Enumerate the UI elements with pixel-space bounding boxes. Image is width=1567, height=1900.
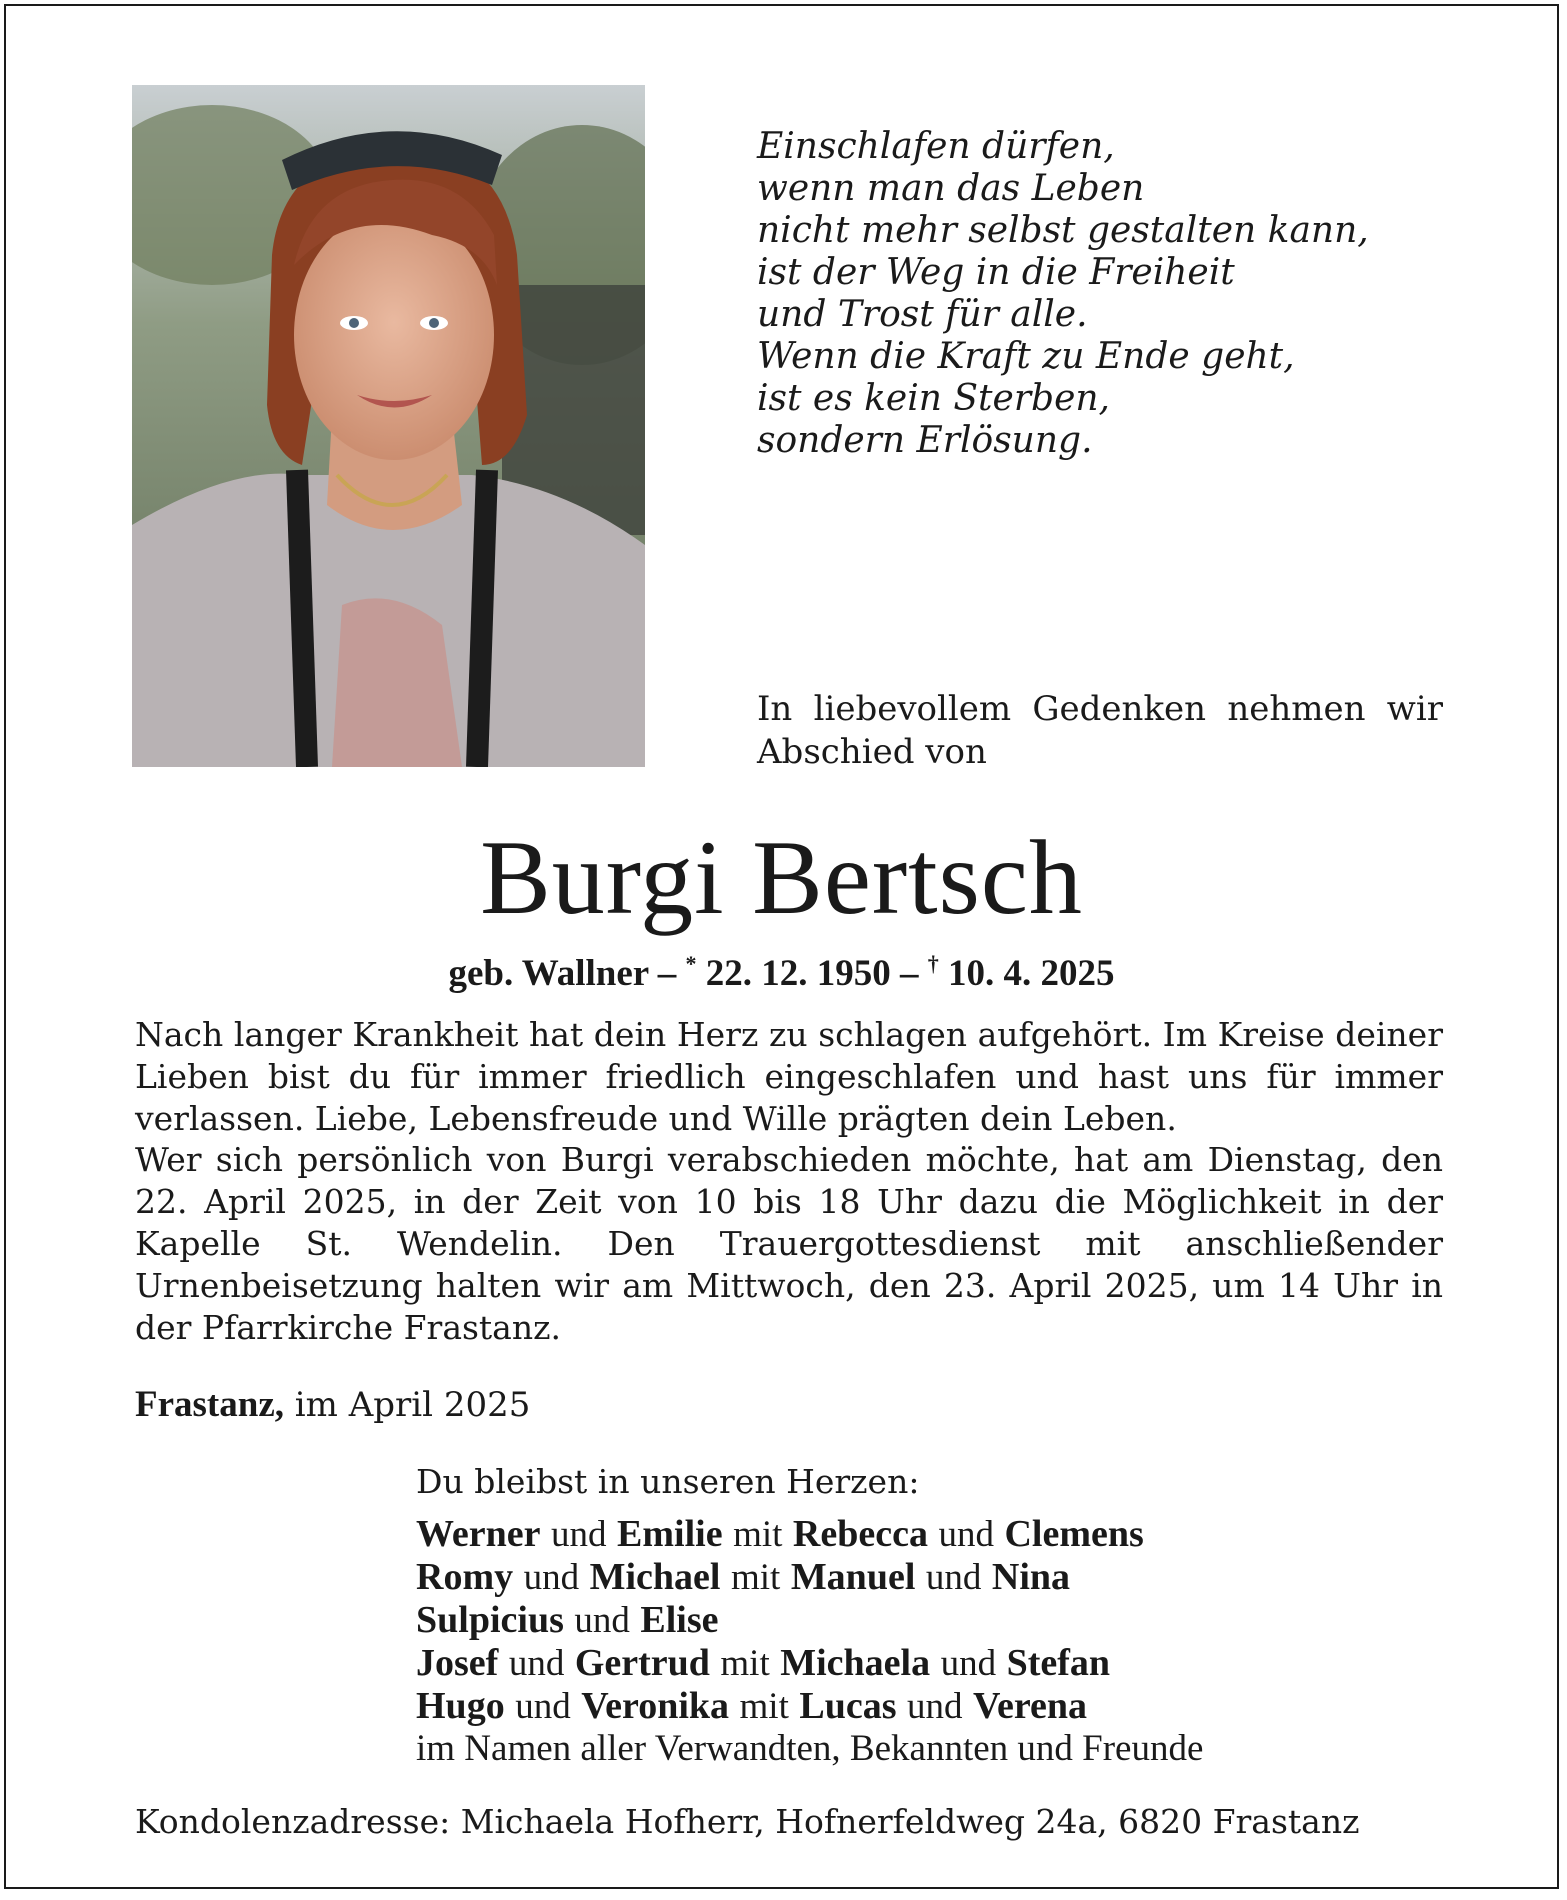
mourners-heading: Du bleibst in unseren Herzen:	[416, 1462, 920, 1501]
life-dates	[6, 942, 1557, 996]
mourner-name: Nina	[991, 1556, 1071, 1598]
death-date: 10. 4. 2025	[938, 953, 1115, 994]
town: Frastanz,	[135, 1384, 284, 1425]
portrait-image	[132, 85, 645, 767]
mourner-row	[416, 1556, 1416, 1599]
mourner-row	[416, 1685, 1416, 1728]
paragraph: Wer sich persönlich von Burgi verabschieden möchte, hat am Dienstag, den 22. April 2025, in der Zeit von 10 bis 18 Uhr dazu die Möglichkeit in der Kapelle St. Wendelin. Den Trauergottesdienst mit anschließender Urnenbeisetzung halten wir am Mittwoch, den 23. April 2025, um 14 Uhr in der Pfarrkirche Frastanz.	[135, 1140, 1443, 1347]
poem-line: ist der Weg in die Freiheit	[757, 252, 1235, 293]
mourner-name: Rebecca	[792, 1513, 928, 1555]
mourner-name: Clemens	[1004, 1513, 1144, 1555]
poem-line: wenn man das Leben	[757, 168, 1145, 209]
conjunction: und	[940, 1643, 997, 1684]
conjunction: mit	[720, 1643, 770, 1684]
birth-date: 22. 12. 1950	[696, 953, 891, 994]
mourners-list	[416, 1461, 1416, 1770]
poem-line: ist es kein Sterben,	[757, 378, 1111, 419]
maiden-name: geb. Wallner	[448, 953, 649, 994]
mourner-name: Stefan	[1006, 1642, 1111, 1684]
mourner-name: Hugo	[416, 1685, 505, 1727]
mourner-name: Veronika	[581, 1685, 730, 1727]
poem-line: und Trost für alle.	[757, 294, 1088, 335]
conjunction: und	[515, 1686, 571, 1727]
intro-word: Gedenken	[1032, 689, 1207, 729]
intro-line-1	[757, 688, 1443, 731]
separator: –	[890, 953, 928, 994]
mourner-name: Verena	[973, 1685, 1088, 1727]
conjunction: mit	[733, 1514, 783, 1555]
poem-line: sondern Erlösung.	[757, 420, 1093, 461]
separator: –	[648, 953, 686, 994]
conjunction: und	[551, 1514, 607, 1555]
poem-line: Wenn die Kraft zu Ende geht,	[757, 336, 1295, 377]
place-date	[135, 1384, 530, 1426]
mourner-name: Elise	[640, 1599, 719, 1641]
mourner-row	[416, 1642, 1416, 1685]
conjunction: und	[508, 1643, 565, 1684]
obituary-text	[135, 1014, 1443, 1348]
birth-mark: *	[685, 951, 697, 976]
mourner-name: Michaela	[780, 1642, 931, 1684]
mourner-row	[416, 1513, 1416, 1556]
portrait-photo	[132, 85, 645, 767]
intro-word: wir	[1386, 689, 1443, 729]
conjunction: mit	[730, 1557, 781, 1598]
mourner-name: Lucas	[799, 1685, 897, 1727]
mourner-name: Emilie	[617, 1513, 723, 1555]
mourners-footer: im Namen aller Verwandten, Bekannten und Freunde	[416, 1728, 1204, 1769]
mourner-name: Werner	[416, 1513, 541, 1555]
poem-line: nicht mehr selbst gestalten kann,	[757, 210, 1369, 251]
condolence-address: Kondolenzadresse: Michaela Hofherr, Hofnerfeldweg 24a, 6820 Frastanz	[135, 1802, 1360, 1841]
poem-line: Einschlafen dürfen,	[757, 126, 1115, 167]
conjunction: und	[938, 1514, 994, 1555]
conjunction: mit	[739, 1686, 789, 1727]
intro-word: In	[757, 689, 793, 729]
obituary-page	[4, 4, 1559, 1889]
deceased-name: Burgi Bertsch	[480, 819, 1083, 936]
intro-text	[757, 688, 1443, 774]
intro-line-2: Abschied von	[757, 732, 987, 772]
conjunction: und	[523, 1557, 580, 1598]
conjunction: und	[574, 1600, 630, 1641]
intro-word: liebevollem	[813, 689, 1012, 729]
mourner-name: Michael	[589, 1556, 721, 1598]
mourner-name: Manuel	[790, 1556, 916, 1598]
mourner-name: Josef	[416, 1642, 499, 1684]
mourner-row	[416, 1599, 1416, 1642]
mourner-name: Sulpicius	[416, 1599, 564, 1641]
date: im April 2025	[284, 1385, 531, 1425]
poem	[757, 126, 1497, 462]
intro-word: nehmen	[1227, 689, 1366, 729]
conjunction: und	[925, 1557, 982, 1598]
mourner-name: Romy	[416, 1556, 514, 1598]
death-mark: †	[927, 951, 939, 976]
paragraph: Nach langer Krankheit hat dein Herz zu schlagen aufgehört. Im Kreise deiner Lieben bist du für immer friedlich eingeschlafen und hast uns für immer verlassen. Liebe, Lebensfreude und Wille prägten dein Leben.	[135, 1015, 1443, 1138]
conjunction: und	[907, 1686, 963, 1727]
mourner-name: Gertrud	[574, 1642, 710, 1684]
